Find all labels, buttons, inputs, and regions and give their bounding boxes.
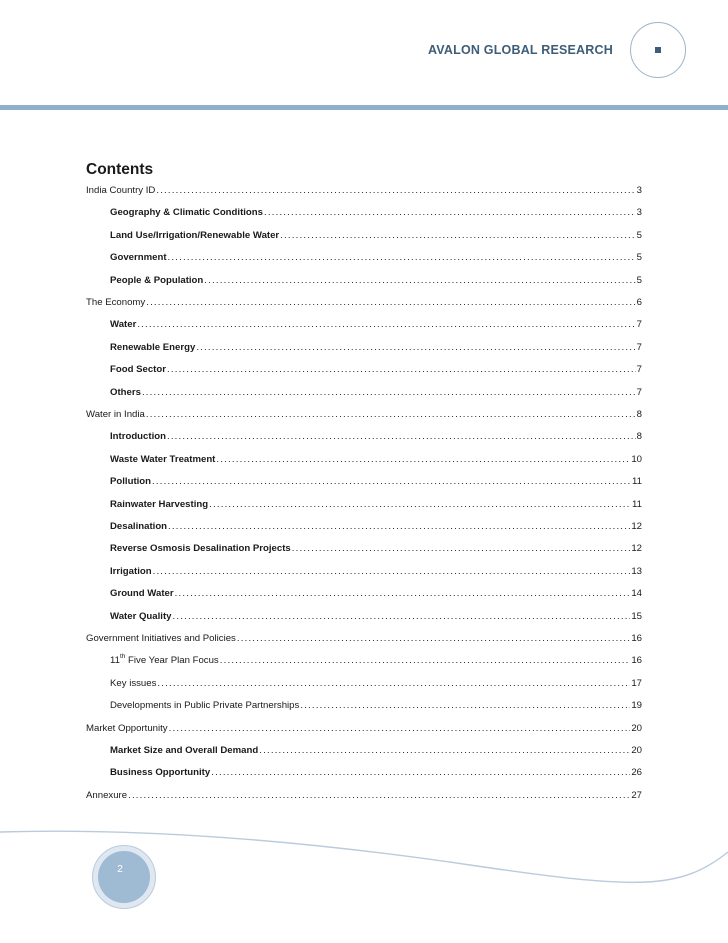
- toc-entry-page: 19: [631, 700, 642, 712]
- header-square-icon: [655, 47, 661, 53]
- toc-entry-label: Irrigation: [110, 565, 152, 577]
- toc-entry[interactable]: [110, 498, 642, 511]
- toc-entry-label: 11th Five Year Plan Focus: [110, 653, 219, 667]
- toc-leader-dots: [146, 296, 635, 309]
- toc-leader-dots: [292, 542, 631, 555]
- toc-entry-page: 12: [631, 543, 642, 555]
- toc-entry-label-rest: Five Year Plan Focus: [125, 655, 219, 667]
- page-number: 2: [117, 863, 123, 875]
- toc-entry[interactable]: [86, 632, 642, 645]
- toc-entry-label: Geography & Climatic Conditions: [110, 207, 263, 219]
- toc-entry[interactable]: [110, 654, 642, 667]
- toc-entry-page: 13: [631, 565, 642, 577]
- toc-entry-label: Developments in Public Private Partnerships: [110, 700, 300, 712]
- toc-leader-dots: [211, 766, 630, 779]
- toc-entry-page: 6: [636, 297, 642, 308]
- toc-entry-label: Market Opportunity: [86, 722, 168, 734]
- toc-entry[interactable]: [110, 699, 642, 712]
- toc-leader-dots: [175, 587, 631, 600]
- header-rule: [0, 105, 728, 110]
- toc-entry-label: The Economy: [86, 297, 146, 308]
- header-title: AVALON GLOBAL RESEARCH: [428, 43, 613, 57]
- toc-entry-label: Water in India: [86, 409, 145, 420]
- toc-leader-dots: [168, 520, 630, 533]
- toc-entry-label: Market Size and Overall Demand: [110, 745, 259, 756]
- toc-entry-label: Waste Water Treatment: [110, 453, 216, 465]
- toc-entry-page: 16: [631, 633, 642, 644]
- toc-entry[interactable]: [110, 565, 642, 578]
- toc-leader-dots: [172, 610, 630, 623]
- toc-entry-label: Land Use/Irrigation/Renewable Water: [110, 229, 280, 241]
- toc-entry-label: Government: [110, 252, 167, 264]
- toc-entry-page: 7: [636, 364, 642, 376]
- toc-entry-label: Rainwater Harvesting: [110, 498, 209, 510]
- toc-entry-label: Water Quality: [110, 610, 172, 622]
- toc-entry-label: Business Opportunity: [110, 767, 211, 779]
- toc-entry-page: 5: [636, 252, 642, 264]
- toc-entry[interactable]: [110, 318, 642, 331]
- toc-entry[interactable]: [110, 251, 642, 264]
- toc-entry-page: 5: [636, 274, 642, 286]
- toc-leader-dots: [128, 789, 630, 802]
- toc-entry[interactable]: [86, 722, 642, 735]
- toc-entry-label: Ground Water: [110, 588, 174, 600]
- toc-entry[interactable]: [110, 229, 642, 242]
- toc-entry-label: Government Initiatives and Policies: [86, 633, 236, 644]
- toc-entry-page: 8: [636, 431, 642, 443]
- toc-leader-dots: [300, 699, 630, 712]
- toc-entry[interactable]: [86, 408, 642, 421]
- toc-leader-dots: [169, 722, 631, 735]
- toc-entry-label: Others: [110, 386, 141, 398]
- toc-leader-dots: [146, 408, 636, 421]
- toc-leader-dots: [280, 229, 635, 242]
- toc-entry-page: 15: [631, 610, 642, 622]
- toc-entry-page: 8: [636, 409, 642, 420]
- toc-leader-dots: [153, 565, 631, 578]
- toc-entry[interactable]: [110, 206, 642, 219]
- toc-entry-label: Desalination: [110, 521, 168, 532]
- toc-entry-page: 12: [631, 521, 642, 532]
- toc-entry-page: 27: [631, 789, 642, 801]
- toc-leader-dots: [156, 184, 635, 197]
- toc-entry[interactable]: [110, 677, 642, 690]
- toc-leader-dots: [137, 318, 635, 331]
- toc-entry-superscript: th: [119, 653, 126, 661]
- toc-entry-label: Water: [110, 319, 137, 331]
- toc-leader-dots: [157, 677, 630, 690]
- toc-entry[interactable]: [110, 744, 642, 757]
- toc-entry-label: Key issues: [110, 677, 157, 689]
- toc-entry-page: 10: [631, 453, 642, 465]
- toc-entry-page: 7: [636, 319, 642, 331]
- toc-entry[interactable]: [110, 610, 642, 623]
- toc-leader-dots: [168, 251, 636, 264]
- toc-entry-label: Reverse Osmosis Desalination Projects: [110, 543, 291, 555]
- toc-entry[interactable]: [110, 520, 642, 533]
- toc-leader-dots: [196, 341, 635, 354]
- toc-entry[interactable]: [86, 789, 642, 802]
- toc-entry-label: Renewable Energy: [110, 341, 196, 353]
- toc-entry[interactable]: [110, 430, 642, 443]
- toc-entry-page: 11: [632, 498, 642, 510]
- toc-entry-label: Pollution: [110, 476, 152, 488]
- toc-entry-page: 16: [631, 655, 642, 667]
- toc-entry-page: 14: [631, 588, 642, 600]
- contents-heading: Contents: [86, 161, 154, 178]
- toc-leader-dots: [142, 386, 636, 399]
- toc-entry-page: 20: [631, 722, 642, 734]
- toc-leader-dots: [237, 632, 630, 645]
- toc-leader-dots: [204, 274, 635, 287]
- toc-entry-page: 7: [636, 386, 642, 398]
- toc-leader-dots: [152, 475, 631, 488]
- toc-entry-page: 3: [636, 185, 642, 196]
- toc-leader-dots: [209, 498, 631, 511]
- toc-leader-dots: [220, 654, 631, 667]
- toc-entry-page: 17: [631, 677, 642, 689]
- toc-entry-page: 3: [636, 207, 642, 219]
- toc-entry-page: 26: [631, 767, 642, 779]
- toc-entry[interactable]: [86, 184, 642, 197]
- toc-entry[interactable]: [110, 363, 642, 376]
- toc-entry[interactable]: [110, 341, 642, 354]
- toc-entry[interactable]: [110, 542, 642, 555]
- toc-entry-label: Food Sector: [110, 364, 166, 376]
- toc-entry-label: People & Population: [110, 274, 204, 286]
- toc-leader-dots: [167, 363, 636, 376]
- toc-entry[interactable]: [110, 386, 642, 399]
- toc-entry[interactable]: [110, 274, 642, 287]
- toc-entry-label: India Country ID: [86, 185, 156, 196]
- toc-entry-page: 5: [636, 229, 642, 241]
- toc-entry[interactable]: [86, 296, 642, 309]
- toc-entry-page: 20: [631, 745, 642, 756]
- toc-entry-page: 11: [632, 476, 642, 488]
- toc-entry-label: Introduction: [110, 431, 166, 443]
- toc-entry-page: 7: [636, 341, 642, 353]
- toc-leader-dots: [216, 453, 630, 466]
- toc-leader-dots: [167, 430, 636, 443]
- toc-entry[interactable]: [110, 453, 642, 466]
- toc-leader-dots: [264, 206, 636, 219]
- toc-leader-dots: [259, 744, 630, 757]
- toc-entry[interactable]: [110, 766, 642, 779]
- toc-entry[interactable]: [110, 587, 642, 600]
- toc-entry-label: Annexure: [86, 789, 128, 801]
- toc-entry[interactable]: [110, 475, 642, 488]
